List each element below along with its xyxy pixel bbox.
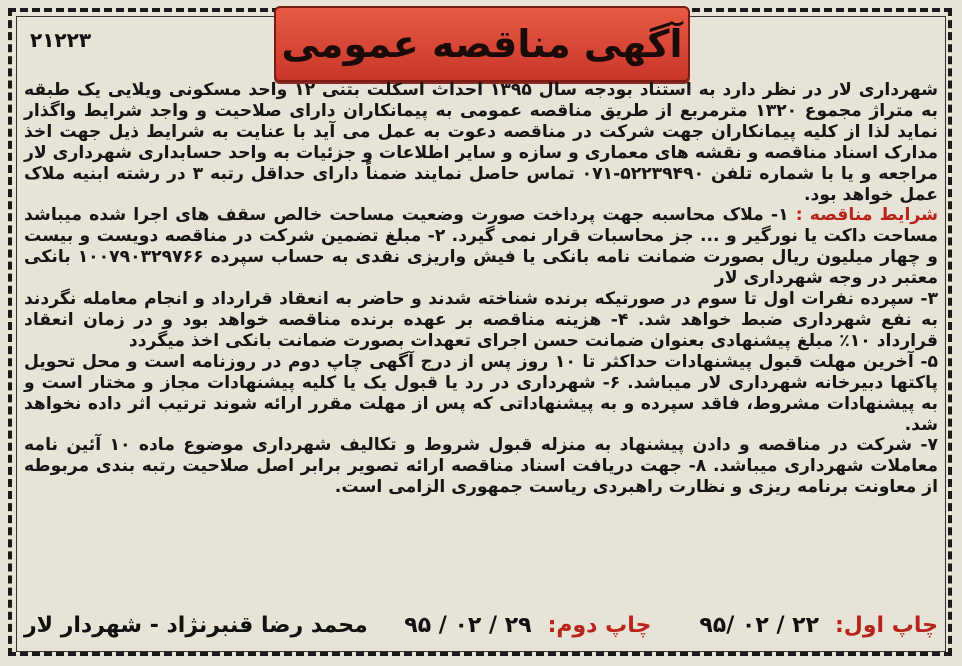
ad-body xyxy=(24,80,938,498)
ad-number: ۲۱۲۲۳ xyxy=(30,28,92,52)
footer xyxy=(24,605,938,645)
second-print-date: ۲۹ / ۰۲ / ۹۵ xyxy=(404,612,532,638)
condition-7-8: ۷- شرکت در مناقصه و دادن پیشنهاد به منزله قبول شروط و تکالیف شهرداری موضوع ماده ۱۰ آئین نامه معاملات شهرداری میباشد. ۸- جهت دریافت اسناد مناقصه ارائه تصویر برابر اصل صلاحیت رتبه بندی مربوطه از معاونت برنامه ریزی و نظارت راهبردی ریاست جمهوری الزامی است. xyxy=(24,435,938,498)
signature: محمد رضا قنبرنژاد - شهردار لار xyxy=(24,612,368,638)
conditions-label: شرایط مناقصه : xyxy=(795,205,939,226)
condition-5-6: ۵- آخرین مهلت قبول پیشنهادات حداکثر تا ۱۰ روز پس از درج آگهی چاپ دوم در روزنامه است و محل تحویل پاکتها دبیرخانه شهرداری لار میباشد. ۶- شهرداری در رد یا قبول یک یا کلیه پیشنهادات مجاز و مختار است و به پیشنهادات مشروط، فاقد سپرده و به پیشنهاداتی که پس از مهلت مقرر ارائه شوند ترتیب اثر داده نخواهد شد. xyxy=(24,351,938,435)
first-print-label: چاپ اول: xyxy=(835,612,938,638)
first-print-date: ۲۲ / ۰۲ /۹۵ xyxy=(699,612,819,638)
condition-3-4: ۳- سپرده نفرات اول تا سوم در صورتیکه برنده شناخته شدند و حاضر به انعقاد قرارداد و انجام معامله نگردند به نفع شهرداری ضبط خواهد شد. ۴- هزینه مناقصه بر عهده برنده مناقصه خواهد بود و در زمان انعقاد قرارداد ۱۰٪ مبلغ پیشنهادی بعنوان ضمانت حسن اجرای تعهدات بصورت ضمانت بانکی اخذ میگردد xyxy=(24,289,938,351)
condition-1-2 xyxy=(24,205,938,289)
condition-text: ۱- ملاک محاسبه جهت پرداخت صورت وضعیت مساحت خالص سقف های اجرا شده میباشد مساحت داکت یا نورگیر و ... جز محاسبات قرار نمی گیرد. ۲- مبلغ تضمین شرکت در مناقصه دویست و بیست و چهار میلیون ریال بصورت ضمانت نامه بانکی یا فیش واریزی نقدی به حساب سپرده ۱۰۰۷۹۰۳۲۹۷۶۶ بانکی معتبر در وجه شهرداری لار xyxy=(24,205,939,289)
intro-paragraph: شهرداری لار در نظر دارد به استناد بودجه سال ۱۳۹۵ احداث اسکلت بتنی ۱۲ واحد مسکونی ویلایی یک طبقه به متراژ مجموع ۱۳۲۰ مترمربع از طریق مناقصه عمومی به پیمانکاران دارای صلاحیت و واجد شرایط واگذار نماید لذا از کلیه پیمانکاران جهت شرکت در مناقصه دعوت به عمل می آید با عنایت به شرایط ذیل جهت اخذ مدارک اسناد مناقصه و نقشه های معماری و سازه و سایر اطلاعات و جزئیات به واحد حسابداری شهرداری لار مراجعه و یا با شماره تلفن ۵۲۲۳۹۴۹۰-۰۷۱ تماس حاصل نمایند ضمناً دارای حداقل رتبه ۳ در رشته ابنیه ملاک عمل خواهد بود. xyxy=(24,80,939,205)
title-banner xyxy=(274,6,690,82)
page-title: آگهی مناقصه عمومی xyxy=(281,22,683,66)
second-print-label: چاپ دوم: xyxy=(547,612,652,638)
